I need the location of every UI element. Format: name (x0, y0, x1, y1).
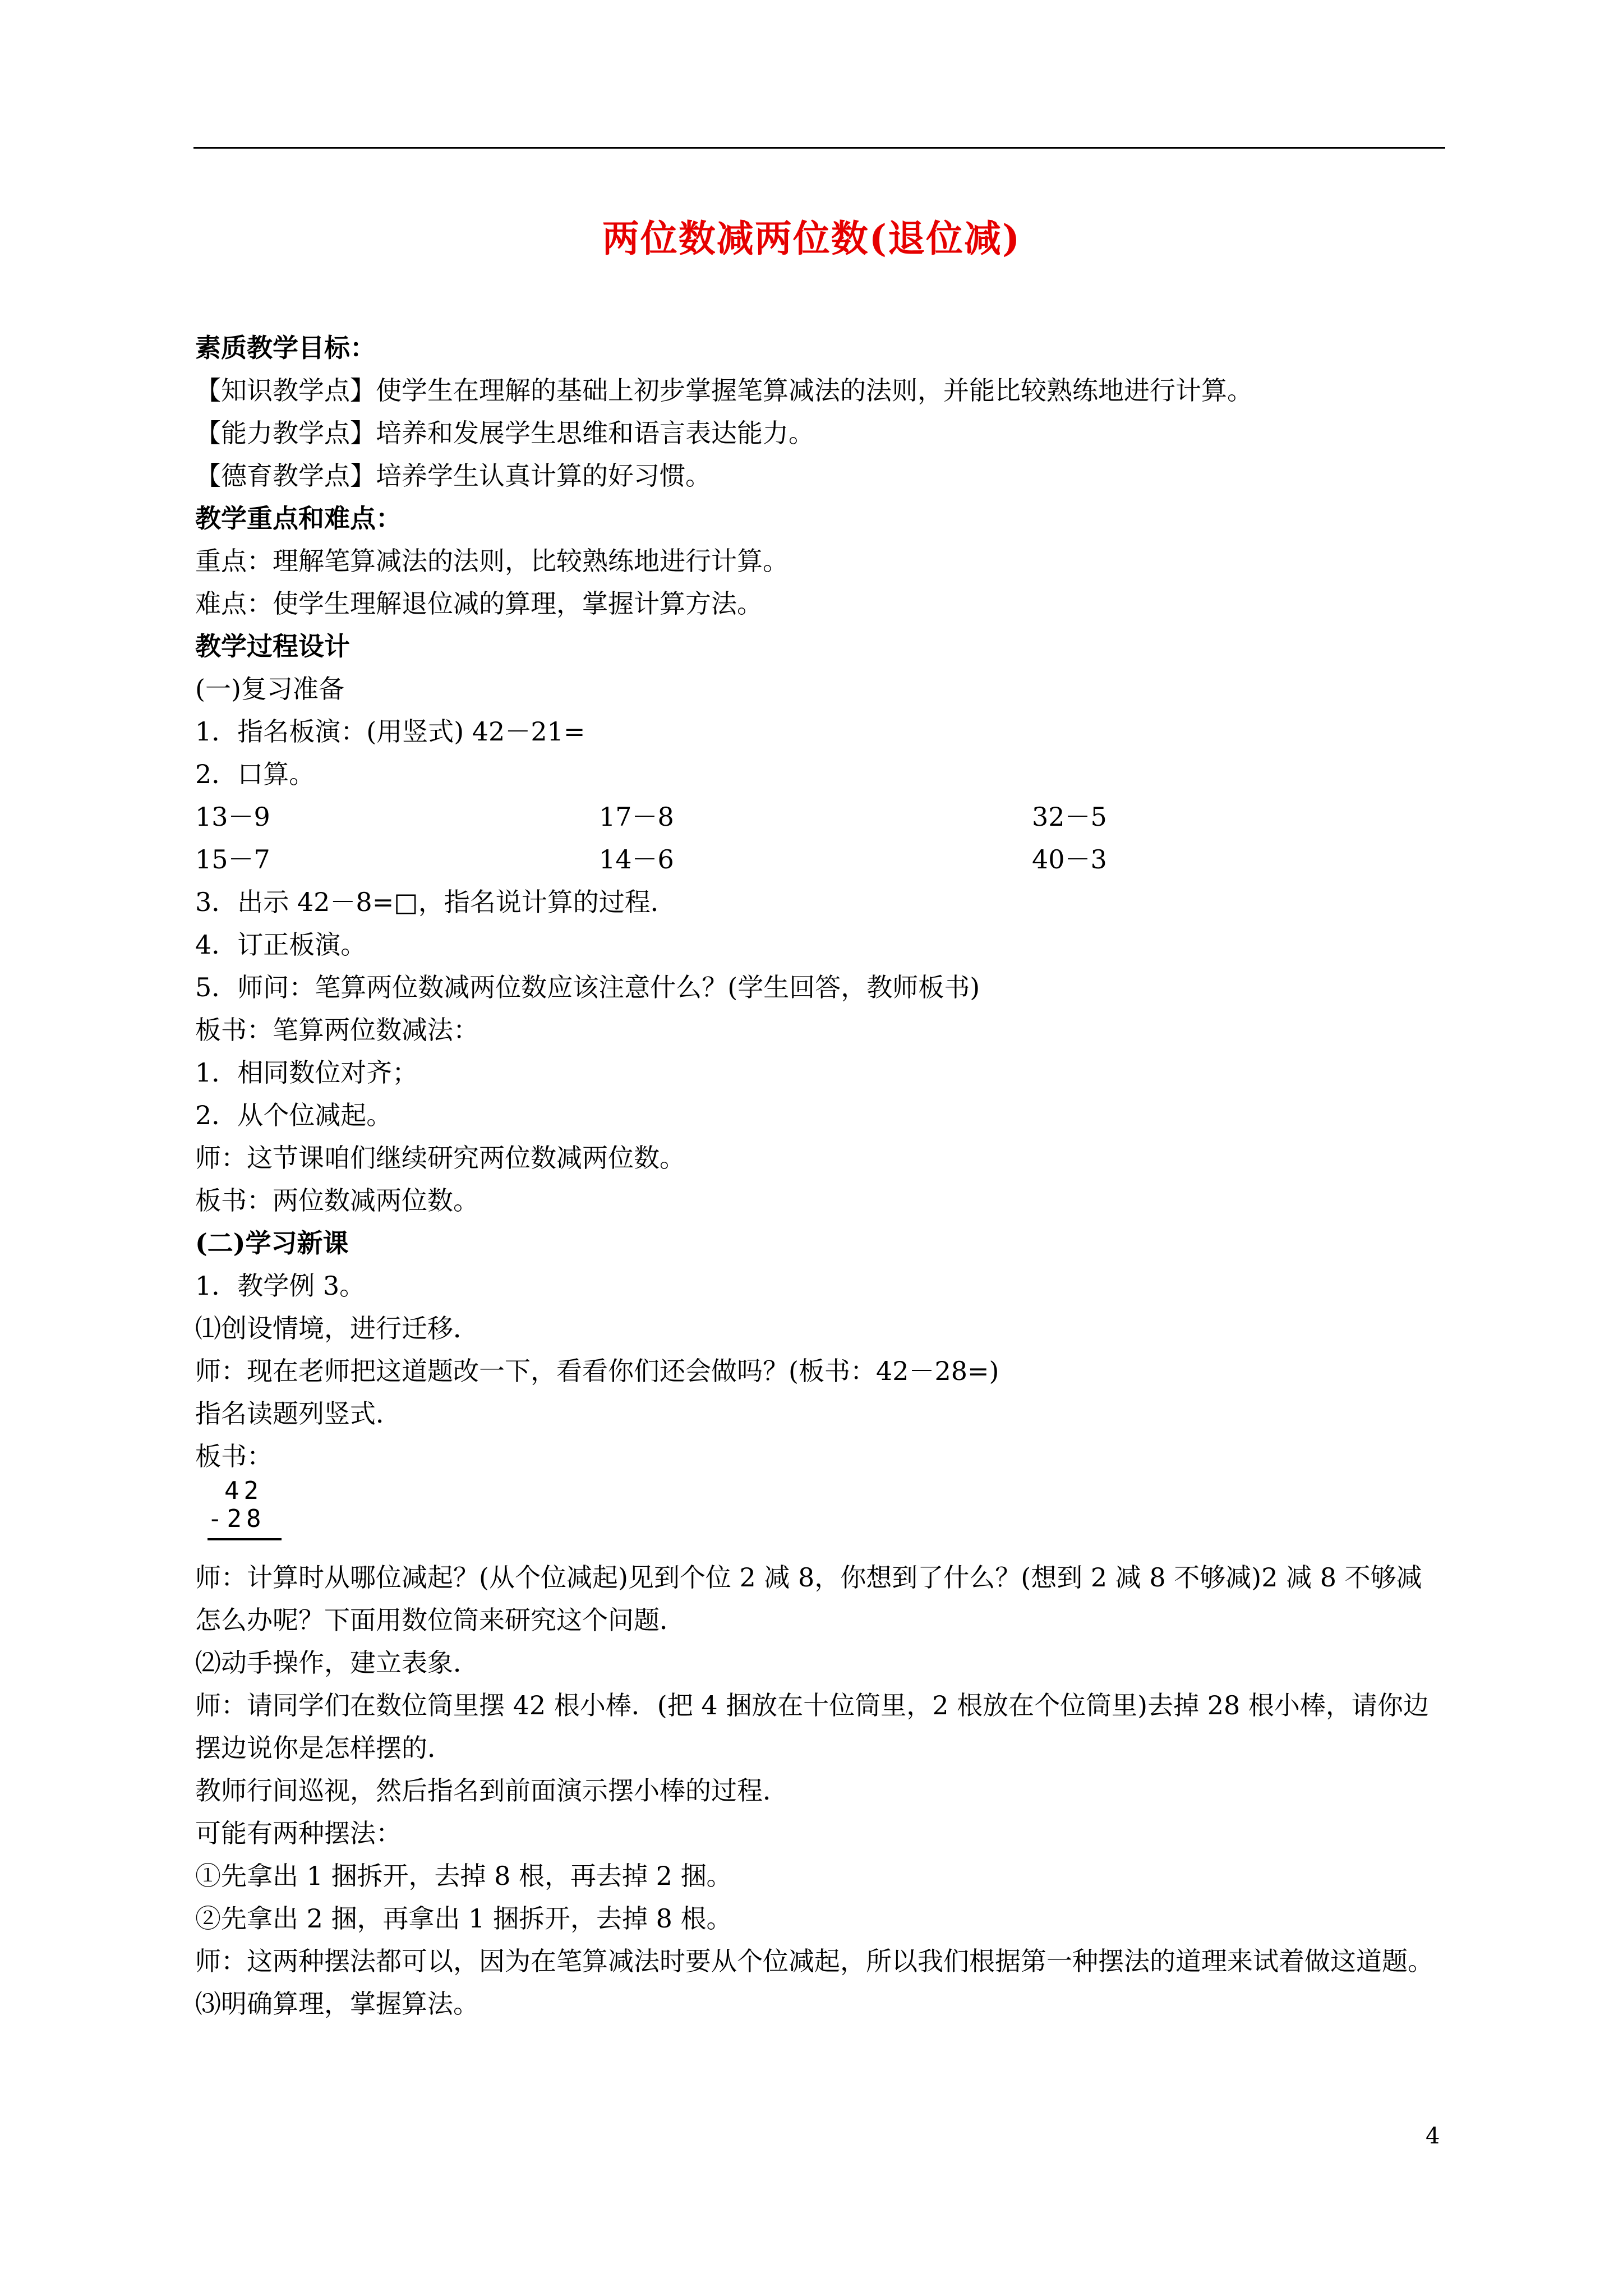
list-item: 3．出示 42－8=□，指名说计算的过程． (195, 887, 676, 917)
subtrahend: -28 (208, 1504, 266, 1533)
text-line: 教师行间巡视，然后指名到前面演示摆小棒的过程． (195, 1775, 789, 1806)
oral-item: 17－8 (599, 802, 674, 832)
list-item: 2．口算。 (195, 759, 315, 789)
keypoints-heading: 教学重点和难点： (195, 503, 402, 533)
sub-step: ⑴创设情境，进行迁移． (195, 1313, 479, 1343)
list-item: 5．师问：笔算两位数减两位数应该注意什么？(学生回答，教师板书) (195, 972, 980, 1002)
oral-row (195, 838, 1447, 881)
goal-knowledge: 【知识教学点】使学生在理解的基础上初步掌握笔算减法的法则，并能比较熟练地进行计算。 (195, 375, 1253, 406)
list-item: ②先拿出 2 捆，再拿出 1 捆拆开，去掉 8 根。 (195, 1903, 732, 1934)
oral-item: 15－7 (195, 844, 270, 875)
difficult-point: 难点：使学生理解退位减的算理，掌握计算方法。 (195, 588, 763, 619)
process-heading: 教学过程设计 (195, 631, 350, 661)
document-body (195, 326, 1447, 2025)
header-rule (193, 147, 1445, 149)
part1-heading: (一)复习准备 (195, 674, 344, 704)
text-line: 指名读题列竖式． (195, 1398, 402, 1429)
result-line (208, 1538, 282, 1540)
page-number: 4 (1426, 2123, 1440, 2149)
board-note: 板书：两位数减两位数。 (195, 1185, 479, 1216)
list-item: 4．订正板演。 (195, 930, 367, 960)
list-item: 1．教学例 3。 (195, 1271, 366, 1301)
sub-step: ⑶明确算理，掌握算法。 (195, 1989, 479, 2019)
oral-item: 14－6 (599, 844, 674, 875)
oral-item: 13－9 (195, 802, 270, 832)
minuend: 42 (224, 1476, 263, 1505)
list-item: 2．从个位减起。 (195, 1100, 393, 1130)
vertical-subtraction (208, 1478, 297, 1556)
teacher-line: 师：这两种摆法都可以，因为在笔算减法时要从个位减起，所以我们根据第一种摆法的道理来试着做这道题。 (195, 1946, 1433, 1976)
oral-row (195, 795, 1447, 838)
list-item: 1．指名板演：(用竖式) 42－21= (195, 716, 585, 747)
page-title: 两位数减两位数(退位减) (602, 217, 1021, 260)
board-note: 板书： (195, 1441, 273, 1471)
text-line: 可能有两种摆法： (195, 1818, 402, 1848)
key-point: 重点：理解笔算减法的法则，比较熟练地进行计算。 (195, 546, 789, 576)
part2-heading: (二)学习新课 (195, 1228, 349, 1258)
teacher-line: 师：计算时从哪位减起？(从个位减起)见到个位 2 减 8，你想到了什么？(想到 2 减 8 不够减)2 减 8 不够减怎么办呢？下面用数位筒来研究这个问题． (195, 1562, 1422, 1635)
goal-moral: 【德育教学点】培养学生认真计算的好习惯。 (195, 461, 711, 491)
teacher-line: 师：请同学们在数位筒里摆 42 根小棒．(把 4 捆放在十位筒里，2 根放在个位筒里)去掉 28 根小棒，请你边摆边说你是怎样摆的． (195, 1690, 1429, 1763)
teacher-line: 师：这节课咱们继续研究两位数减两位数。 (195, 1143, 685, 1173)
list-item: 1．相同数位对齐； (195, 1057, 418, 1088)
goal-ability: 【能力教学点】培养和发展学生思维和语言表达能力。 (195, 418, 814, 448)
list-item: ①先拿出 1 捆拆开，去掉 8 根，再去掉 2 捆。 (195, 1861, 732, 1891)
oral-item: 40－3 (1032, 844, 1107, 875)
board-note: 板书：笔算两位数减法： (195, 1015, 479, 1045)
goals-heading: 素质教学目标： (195, 333, 376, 363)
sub-step: ⑵动手操作，建立表象． (195, 1648, 479, 1678)
teacher-line: 师：现在老师把这道题改一下，看看你们还会做吗？(板书：42－28=) (195, 1356, 999, 1386)
oral-item: 32－5 (1032, 802, 1107, 832)
